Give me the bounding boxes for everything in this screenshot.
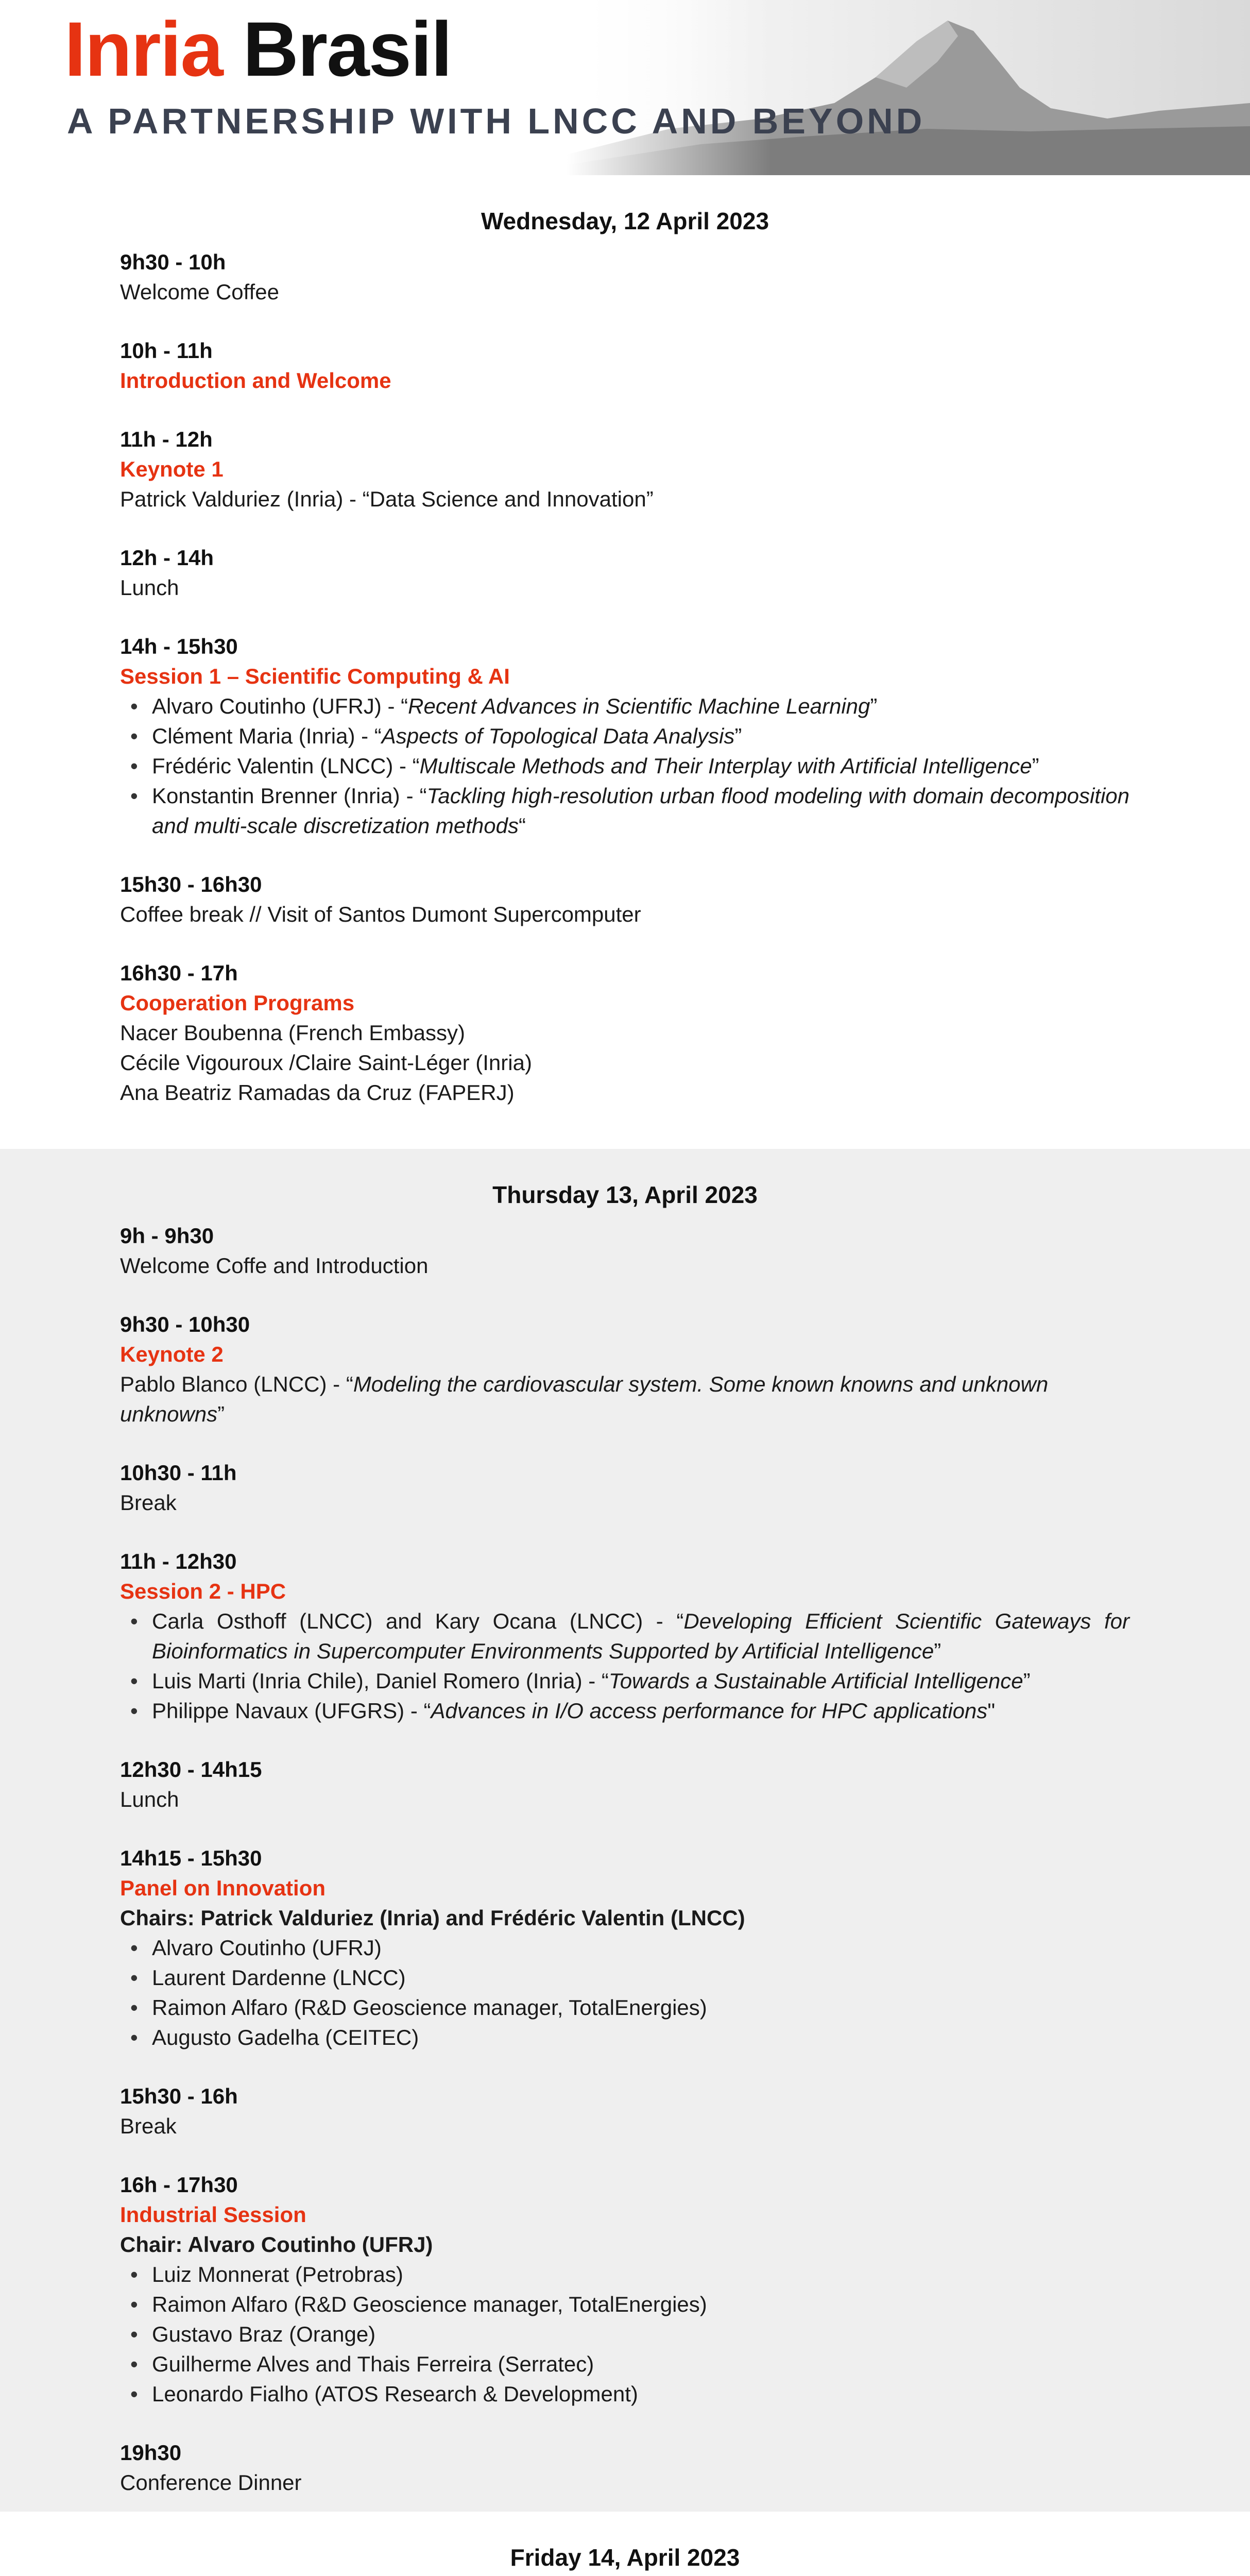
quote-end: ” [1023, 1669, 1031, 1693]
panelist-list [120, 1933, 1129, 2053]
day-section-friday [0, 2512, 1250, 2576]
list-item: • Gustavo Braz (Orange) [152, 2319, 1129, 2349]
slot-time: 12h30 - 14h15 [120, 1757, 262, 1782]
schedule-item [120, 2081, 1129, 2141]
list-item: • Leonardo Fialho (ATOS Research & Development) [152, 2379, 1129, 2409]
speaker: Pablo Blanco (LNCC) - “ [120, 1372, 353, 1396]
page-header [0, 0, 1250, 175]
list-item: • Alvaro Coutinho (UFRJ) [152, 1933, 1129, 1963]
day-title: Wednesday, 12 April 2023 [481, 208, 769, 234]
brand-title-black: Brasil [243, 6, 452, 92]
quote-end: “ [519, 814, 526, 838]
schedule-item [120, 1458, 1129, 1518]
quote-end: " [987, 1699, 996, 1723]
brand-title-red: Inria [64, 6, 222, 92]
list-item [152, 1696, 1129, 1726]
slot-time: 16h - 17h30 [120, 2173, 238, 2197]
speaker: Clément Maria (Inria) - “ [152, 724, 382, 748]
slot-text: Ana Beatriz Ramadas da Cruz (FAPERJ) [120, 1080, 515, 1105]
schedule-item [120, 1221, 1129, 1281]
schedule-item [120, 2170, 1129, 2409]
list-item [152, 1666, 1129, 1696]
day-section-wednesday [0, 175, 1250, 1149]
slot-time: 11h - 12h [120, 427, 213, 451]
brand-subtitle: A PARTNERSHIP WITH LNCC AND BEYOND [67, 101, 926, 141]
speaker: Philippe Navaux (UFGRS) - “ [152, 1699, 431, 1723]
slot-text: Break [120, 2114, 177, 2138]
slot-label: Introduction and Welcome [120, 368, 391, 393]
schedule-item [120, 425, 1129, 514]
schedule-item [120, 543, 1129, 603]
talk-title: Recent Advances in Scientific Machine Learning [408, 694, 870, 718]
schedule-item [120, 1310, 1129, 1429]
schedule-list [120, 1221, 1129, 2527]
slot-text: Lunch [120, 575, 179, 600]
schedule-item [120, 336, 1129, 396]
talk-title: Developing Efficient Scientific Gateways for Bioinformatics in Supercomputer Environments Supported by Artificial Intelligence [152, 1609, 1129, 1663]
talk-title: Modeling the cardiovascular system. Some known knowns and unknown unknowns [120, 1372, 1049, 1426]
panelist-list [120, 2260, 1129, 2409]
list-item: • Guilherme Alves and Thais Ferreira (Serratec) [152, 2349, 1129, 2379]
speaker: Konstantin Brenner (Inria) - “ [152, 784, 427, 808]
slot-time: 11h - 12h30 [120, 1549, 237, 1573]
quote-end: ” [217, 1402, 225, 1426]
schedule-item [120, 247, 1129, 307]
talk-list [120, 691, 1129, 841]
slot-time: 16h30 - 17h [120, 961, 238, 985]
slot-time: 10h - 11h [120, 338, 213, 363]
slot-text: Conference Dinner [120, 2470, 302, 2495]
slot-label: Industrial Session [120, 2202, 306, 2227]
slot-text: Cécile Vigouroux /Claire Saint-Léger (Inria) [120, 1050, 532, 1075]
slot-label: Keynote 2 [120, 1342, 224, 1366]
speaker: Luis Marti (Inria Chile), Daniel Romero (Inria) - “ [152, 1669, 609, 1693]
slot-time: 15h30 - 16h30 [120, 872, 262, 896]
talk-list [120, 1606, 1129, 1726]
list-item [152, 721, 1129, 751]
rio-mountain-photo [567, 0, 1250, 175]
slot-time: 9h - 9h30 [120, 1224, 214, 1248]
slot-time: 14h - 15h30 [120, 634, 238, 658]
slot-text: Break [120, 1490, 177, 1515]
schedule-item [120, 1755, 1129, 1815]
list-item: • Luiz Monnerat (Petrobras) [152, 2260, 1129, 2290]
schedule-list [120, 247, 1129, 1137]
day-section-thursday [0, 1149, 1250, 2512]
list-item: • Raimon Alfaro (R&D Geoscience manager, TotalEnergies) [152, 1993, 1129, 2023]
quote-end: ” [1032, 754, 1039, 778]
list-item [152, 1606, 1129, 1666]
talk-title: Advances in I/O access performance for HPC applications [431, 1699, 988, 1723]
list-item: • Raimon Alfaro (R&D Geoscience manager, TotalEnergies) [152, 2290, 1129, 2319]
brand-title [64, 6, 452, 92]
list-item [152, 751, 1129, 781]
schedule-item [120, 2438, 1129, 2498]
schedule-item [120, 870, 1129, 929]
schedule-item [120, 1547, 1129, 1726]
schedule-item [120, 632, 1129, 841]
slot-label: Cooperation Programs [120, 991, 355, 1015]
quote-end: ” [934, 1639, 941, 1663]
talk-title: Aspects of Topological Data Analysis [381, 724, 735, 748]
slot-label: Session 2 - HPC [120, 1579, 286, 1603]
slot-text: Patrick Valduriez (Inria) - “Data Science and Innovation” [120, 487, 654, 511]
list-item [152, 691, 1129, 721]
slot-time: 9h30 - 10h30 [120, 1312, 250, 1336]
slot-chair: Chair: Alvaro Coutinho (UFRJ) [120, 2232, 433, 2257]
talk-title: Towards a Sustainable Artificial Intelligence [608, 1669, 1023, 1693]
talk-title: Multiscale Methods and Their Interplay with Artificial Intelligence [419, 754, 1032, 778]
slot-time: 9h30 - 10h [120, 250, 226, 274]
slot-text: Welcome Coffe and Introduction [120, 1253, 429, 1278]
list-item [152, 781, 1129, 841]
speaker: Carla Osthoff (LNCC) and Kary Ocana (LNCC) - “ [152, 1609, 684, 1633]
slot-chair: Chairs: Patrick Valduriez (Inria) and Frédéric Valentin (LNCC) [120, 1906, 745, 1930]
slot-label: Panel on Innovation [120, 1876, 326, 1900]
slot-text: Coffee break // Visit of Santos Dumont Supercomputer [120, 902, 641, 926]
slot-label: Session 1 – Scientific Computing & AI [120, 664, 510, 688]
slot-text [120, 1369, 1129, 1429]
schedule-item [120, 958, 1129, 1108]
slot-time: 10h30 - 11h [120, 1461, 237, 1485]
slot-text: Lunch [120, 1787, 179, 1811]
speaker: Frédéric Valentin (LNCC) - “ [152, 754, 420, 778]
day-title: Thursday 13, April 2023 [492, 1181, 758, 1208]
day-title: Friday 14, April 2023 [510, 2544, 740, 2571]
slot-time: 12h - 14h [120, 546, 214, 570]
slot-time: 19h30 [120, 2441, 182, 2465]
slot-label: Keynote 1 [120, 457, 224, 481]
talk-title: Tackling high-resolution urban flood modeling with domain decomposition and multi-scale discretization methods [152, 784, 1129, 838]
slot-text: Nacer Boubenna (French Embassy) [120, 1021, 465, 1045]
quote-end: ” [870, 694, 878, 718]
schedule-item [120, 1843, 1129, 2053]
list-item: • Laurent Dardenne (LNCC) [152, 1963, 1129, 1993]
quote-end: ” [734, 724, 742, 748]
slot-text: Welcome Coffee [120, 280, 279, 304]
slot-time: 14h15 - 15h30 [120, 1846, 262, 1870]
list-item: • Augusto Gadelha (CEITEC) [152, 2023, 1129, 2053]
slot-time: 15h30 - 16h [120, 2084, 238, 2108]
speaker: Alvaro Coutinho (UFRJ) - “ [152, 694, 408, 718]
